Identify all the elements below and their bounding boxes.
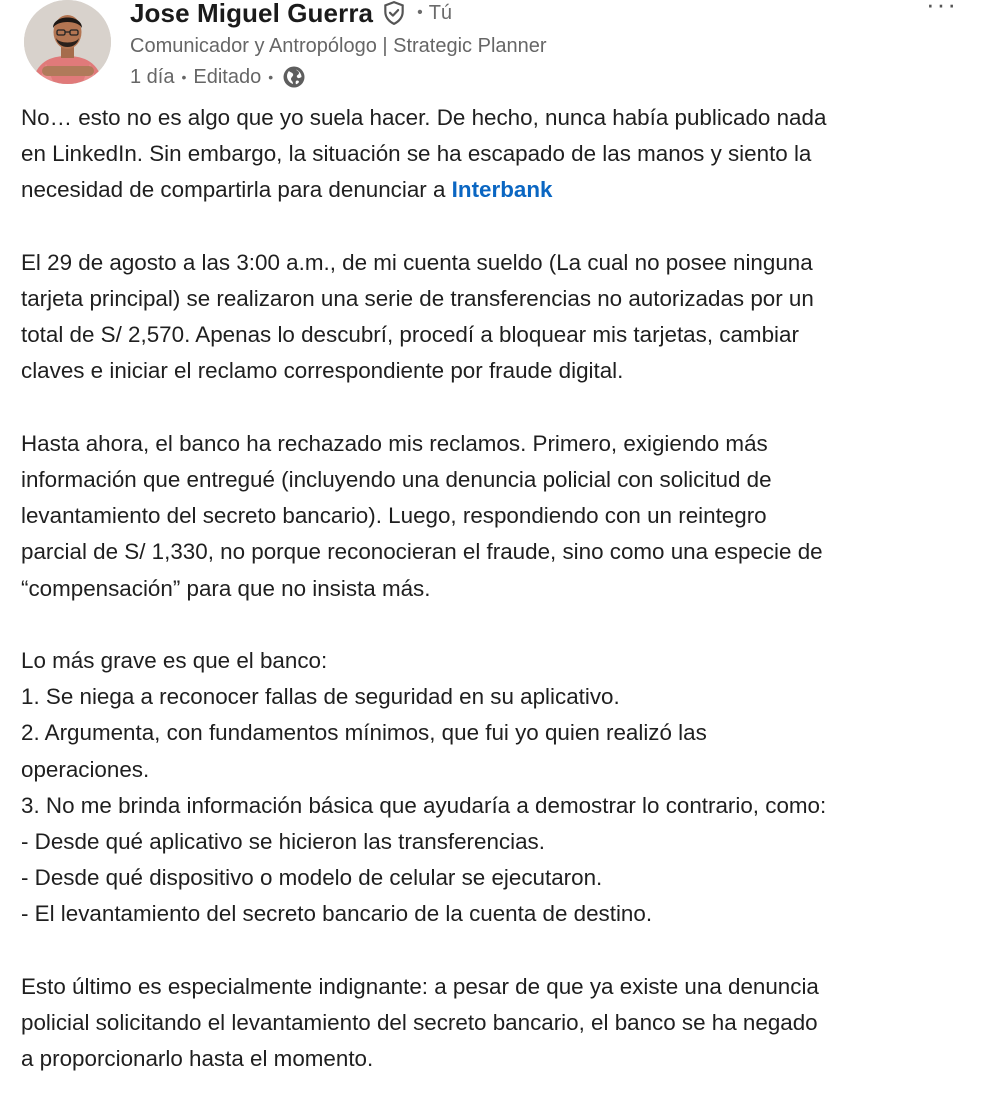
list-item: operaciones. bbox=[21, 756, 150, 782]
paragraph-4 bbox=[21, 643, 971, 933]
text-line: No… esto no es algo que yo suela hacer. De hecho, nunca había publicado nada bbox=[21, 105, 827, 130]
text-line: levantamiento del secreto bancario). Luego, respondiendo con un reintegro bbox=[21, 503, 767, 529]
text-line: “compensación” para que no insista más. bbox=[21, 575, 431, 601]
verified-shield-icon bbox=[381, 0, 407, 26]
list-item: - El levantamiento del secreto bancario de la cuenta de destino. bbox=[21, 901, 653, 927]
you-label: Tú bbox=[428, 1, 453, 24]
avatar-photo bbox=[24, 0, 111, 84]
text-line: total de S/ 2,570. Apenas lo descubrí, procedí a bloquear mis tarjetas, cambiar bbox=[21, 322, 799, 348]
mention-interbank-link[interactable]: Interbank bbox=[451, 177, 553, 203]
text-line: claves e iniciar el reclamo correspondiente por fraude digital. bbox=[21, 358, 624, 384]
paragraph-1 bbox=[21, 100, 971, 209]
text-line: Lo más grave es que el banco: bbox=[21, 648, 328, 673]
text-line: información que entregué (incluyendo una denuncia policial con solicitud de bbox=[21, 467, 772, 492]
post-meta bbox=[130, 62, 890, 92]
author-headline: Comunicador y Antropólogo | Strategic Planner bbox=[130, 35, 547, 57]
author-name-row bbox=[130, 0, 890, 30]
text-line: a proporcionarlo hasta el momento. bbox=[21, 1046, 374, 1072]
post-body bbox=[21, 100, 971, 1114]
list-item: 2. Argumenta, con fundamentos mínimos, que fui yo quien realizó las bbox=[21, 720, 707, 746]
post-time: 1 día bbox=[130, 65, 175, 88]
paragraph-5 bbox=[21, 969, 971, 1078]
author-avatar[interactable] bbox=[24, 0, 111, 84]
text-line: policial solicitando el levantamiento del secreto bancario, el banco se ha negado bbox=[21, 1010, 818, 1036]
paragraph-2 bbox=[21, 245, 971, 390]
globe-icon bbox=[282, 65, 306, 89]
separator-dot: • bbox=[417, 4, 423, 21]
paragraph-3 bbox=[21, 426, 971, 607]
text-line bbox=[21, 172, 971, 208]
text-line: Hasta ahora, el banco ha rechazado mis reclamos. Primero, exigiendo más bbox=[21, 430, 768, 456]
text-line: Esto último es especialmente indignante: a pesar de que ya existe una denuncia bbox=[21, 973, 819, 999]
list-item: 3. No me brinda información básica que ayudaría a demostrar lo contrario, como: bbox=[21, 792, 827, 818]
more-options-button[interactable]: ··· bbox=[926, 0, 958, 19]
post-header bbox=[130, 0, 890, 92]
text-line: en LinkedIn. Sin embargo, la situación se ha escapado de las manos y siento la bbox=[21, 141, 812, 167]
edited-label: Editado bbox=[193, 65, 262, 88]
list-item: - Desde qué aplicativo se hicieron las transferencias. bbox=[21, 829, 545, 855]
separator-dot: • bbox=[268, 69, 274, 85]
text-line: El 29 de agosto a las 3:00 a.m., de mi cuenta sueldo (La cual no posee ninguna bbox=[21, 249, 813, 275]
list-item: 1. Se niega a reconocer fallas de seguridad en su aplicativo. bbox=[21, 684, 620, 710]
author-name[interactable]: Jose Miguel Guerra bbox=[130, 0, 374, 28]
list-item: - Desde qué dispositivo o modelo de celular se ejecutaron. bbox=[21, 865, 603, 891]
separator-dot: • bbox=[181, 69, 187, 85]
text-line: tarjeta principal) se realizaron una serie de transferencias no autorizadas por un bbox=[21, 286, 814, 311]
text-line: parcial de S/ 1,330, no porque reconocieran el fraude, sino como una especie de bbox=[21, 539, 823, 565]
text-fragment: necesidad de compartirla para denunciar a bbox=[21, 177, 452, 203]
